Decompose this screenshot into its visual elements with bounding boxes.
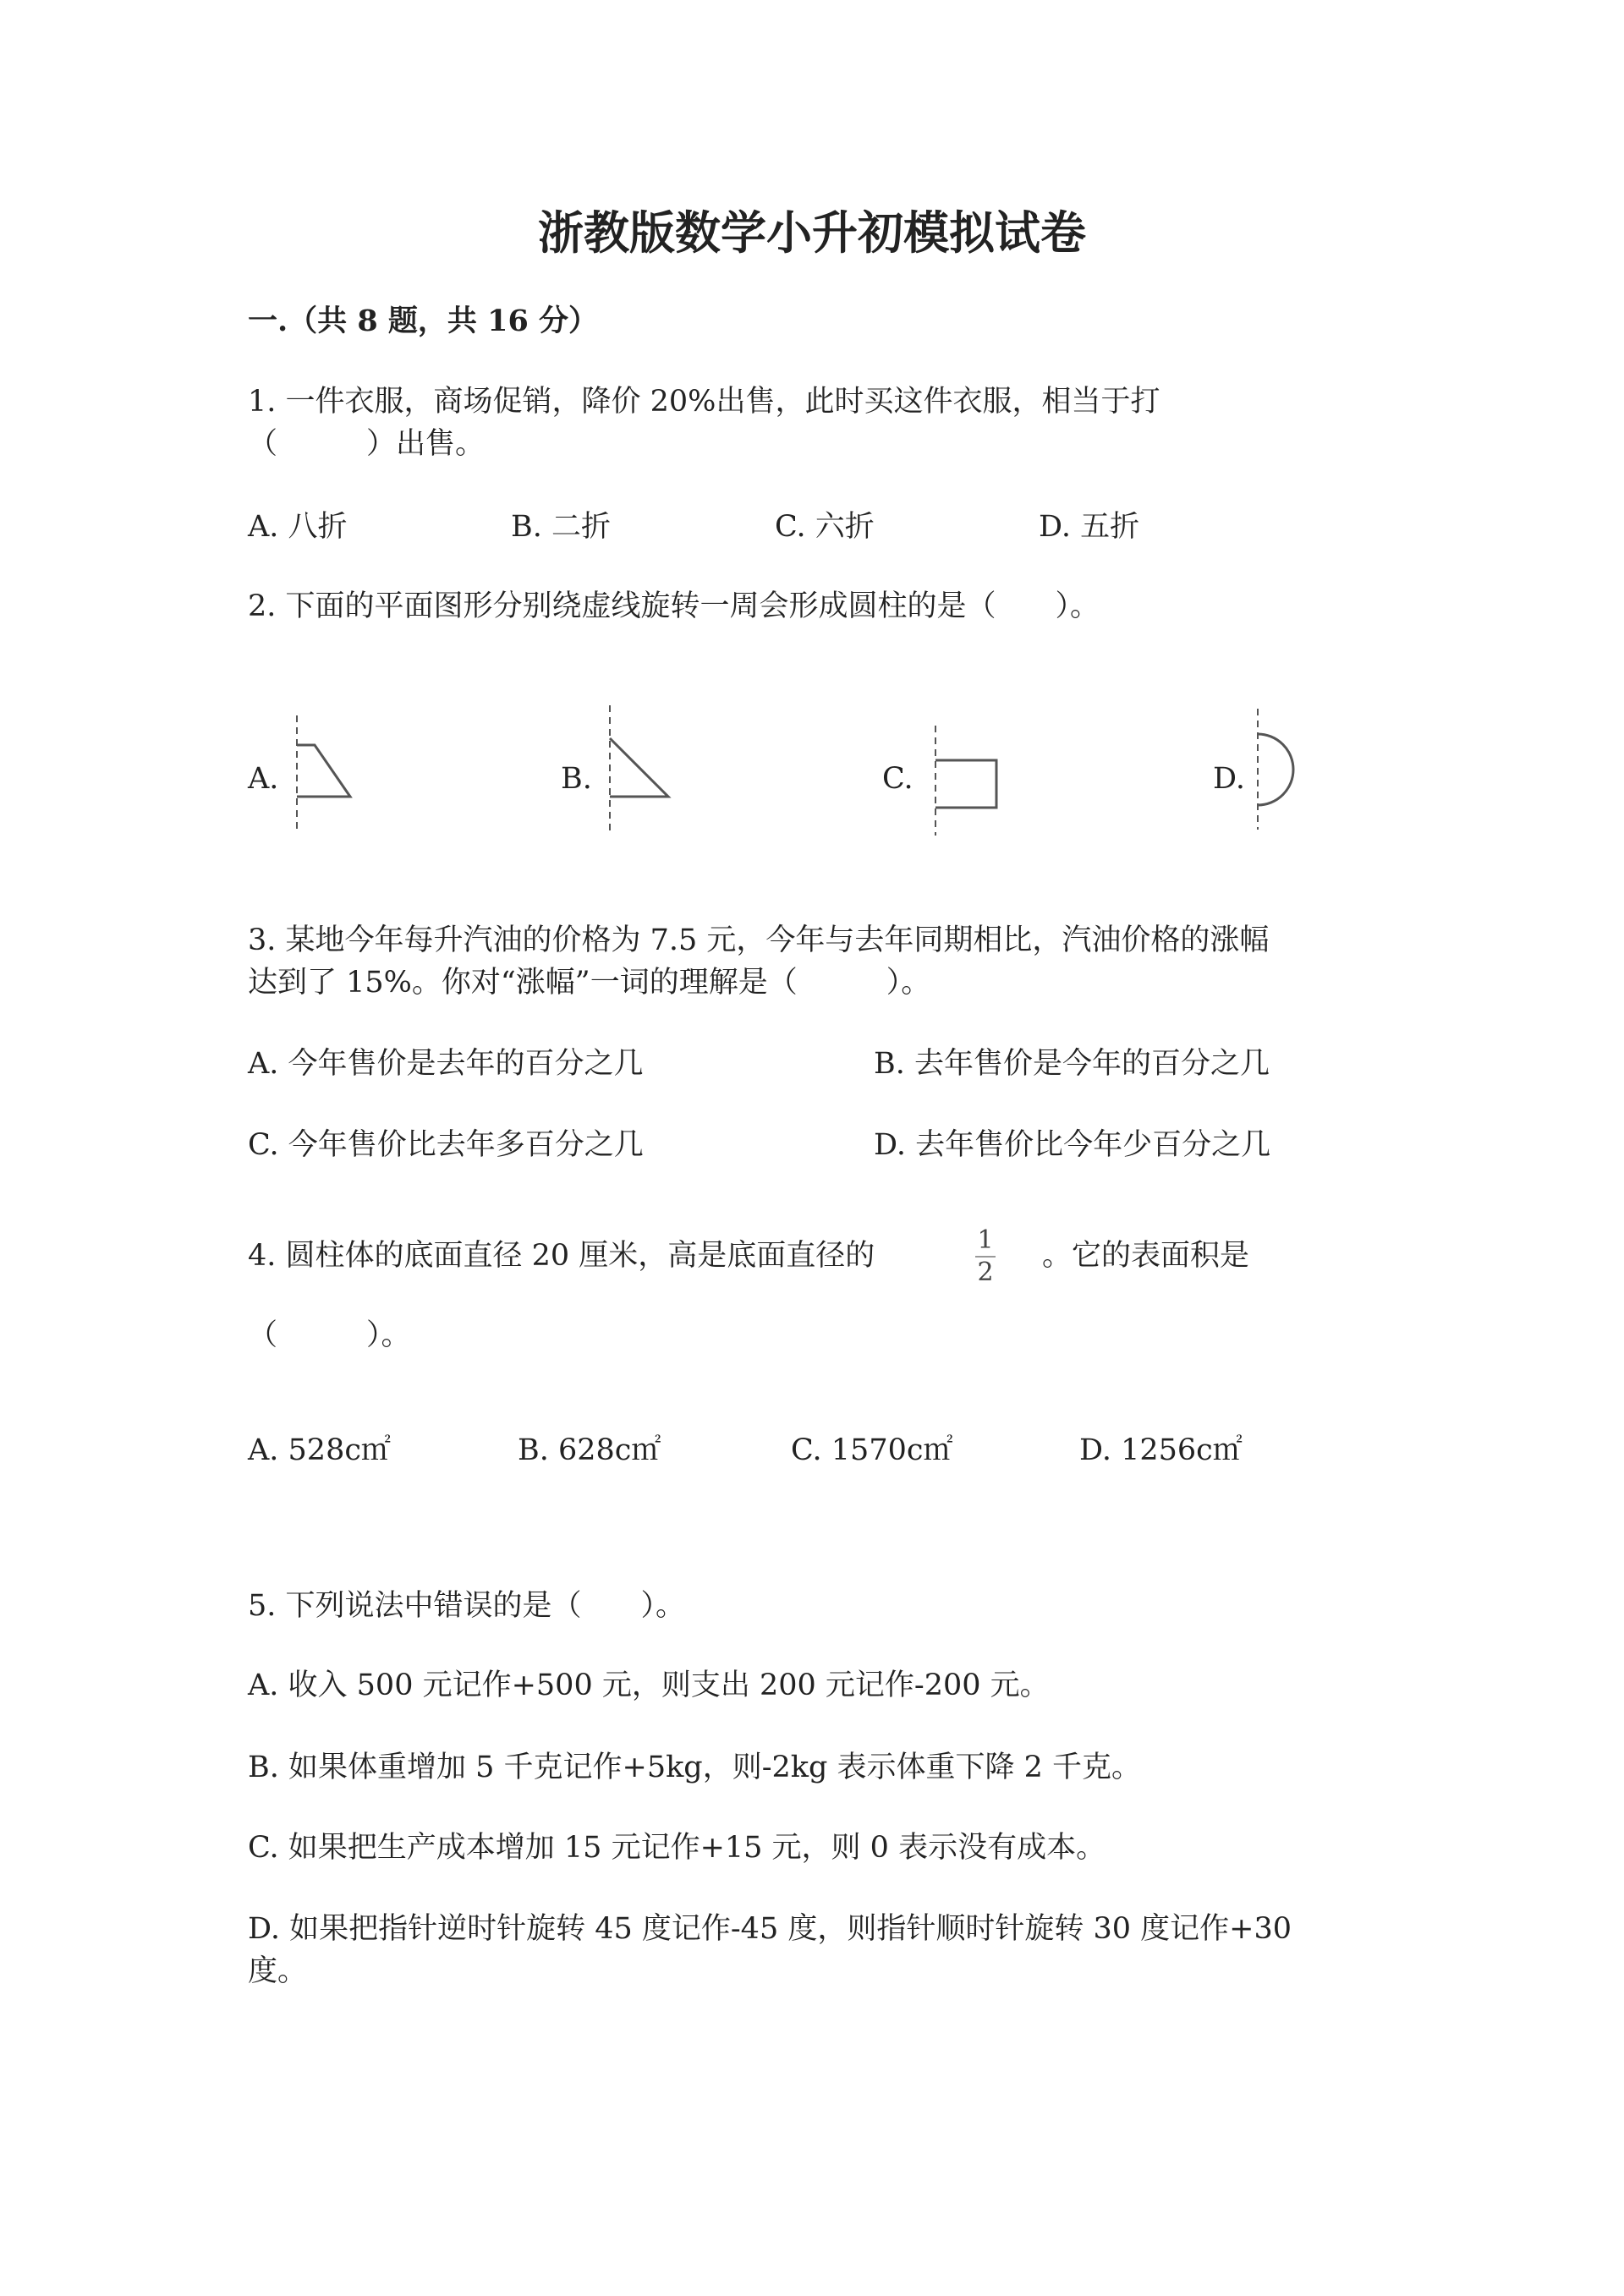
q2-option-d: D.	[1213, 762, 1245, 796]
q5-stem: 5. 下列说法中错误的是（ ）。	[248, 1589, 686, 1623]
q3-option-a: A. 今年售价是去年的百分之几	[248, 1047, 644, 1081]
q1-stem: 1. 一件衣服，商场促销，降价 20%出售，此时买这件衣服，相当于打	[248, 385, 1160, 419]
q2-option-c: C.	[882, 762, 914, 796]
q5-option-d: D. 如果把指针逆时针旋转 45 度记作-45 度，则指针顺时针旋转 30 度记作+30	[248, 1912, 1292, 1946]
q2-option-a: A.	[248, 762, 279, 796]
q4-option-c: C. 1570c㎡	[791, 1433, 953, 1467]
page-title: 浙教版数学小升初模拟试卷	[538, 205, 1086, 260]
q3-stem-line2: 达到了 15%。你对“涨幅”一词的理解是（ ）。	[248, 966, 931, 1000]
q2-option-b: B.	[561, 762, 592, 796]
q1-option-b: B. 二折	[511, 510, 611, 544]
q5-option-b: B. 如果体重增加 5 千克记作+5kg，则-2kg 表示体重下降 2 千克。	[248, 1751, 1142, 1784]
q5-option-d-line2: 度。	[248, 1954, 308, 1988]
q4-option-a: A. 528c㎡	[248, 1433, 391, 1467]
q4-stem: 4. 圆柱体的底面直径 20 厘米，高是底面直径的	[248, 1239, 875, 1273]
semicircle-shape	[1258, 734, 1293, 805]
rectangle-shape	[935, 760, 996, 808]
q3-stem: 3. 某地今年每升汽油的价格为 7.5 元，今年与去年同期相比，汽油价格的涨幅	[248, 923, 1270, 957]
fraction-one-half	[973, 1226, 998, 1287]
q2-figures	[0, 0, 1624, 930]
q4-stem-cont: 。它的表面积是	[1042, 1239, 1250, 1273]
q1-option-d: D. 五折	[1039, 510, 1140, 544]
q5-option-a: A. 收入 500 元记作+500 元，则支出 200 元记作-200 元。	[248, 1669, 1050, 1702]
q1-option-c: C. 六折	[775, 510, 875, 544]
q3-option-d: D. 去年售价比今年少百分之几	[874, 1128, 1271, 1162]
fraction-numerator: 1	[977, 1225, 994, 1255]
q1-stem-line2: （ ）出售。	[248, 427, 486, 461]
q2-stem: 2. 下面的平面图形分别绕虚线旋转一周会形成圆柱的是（ ）。	[248, 589, 1100, 623]
fraction-denominator: 2	[977, 1258, 994, 1287]
triangle-shape	[610, 738, 668, 797]
q5-option-c: C. 如果把生产成本增加 15 元记作+15 元，则 0 表示没有成本。	[248, 1831, 1106, 1865]
q4-stem-line2: （ ）。	[248, 1318, 411, 1352]
q4-option-d: D. 1256c㎡	[1079, 1433, 1243, 1467]
q1-option-a: A. 八折	[248, 510, 348, 544]
q3-option-c: C. 今年售价比去年多百分之几	[248, 1128, 644, 1162]
trapezoid-shape	[297, 745, 350, 797]
section-header: 一.（共 8 题，共 16 分）	[248, 304, 598, 338]
q4-option-b: B. 628c㎡	[518, 1433, 661, 1467]
q3-option-b: B. 去年售价是今年的百分之几	[874, 1047, 1270, 1081]
